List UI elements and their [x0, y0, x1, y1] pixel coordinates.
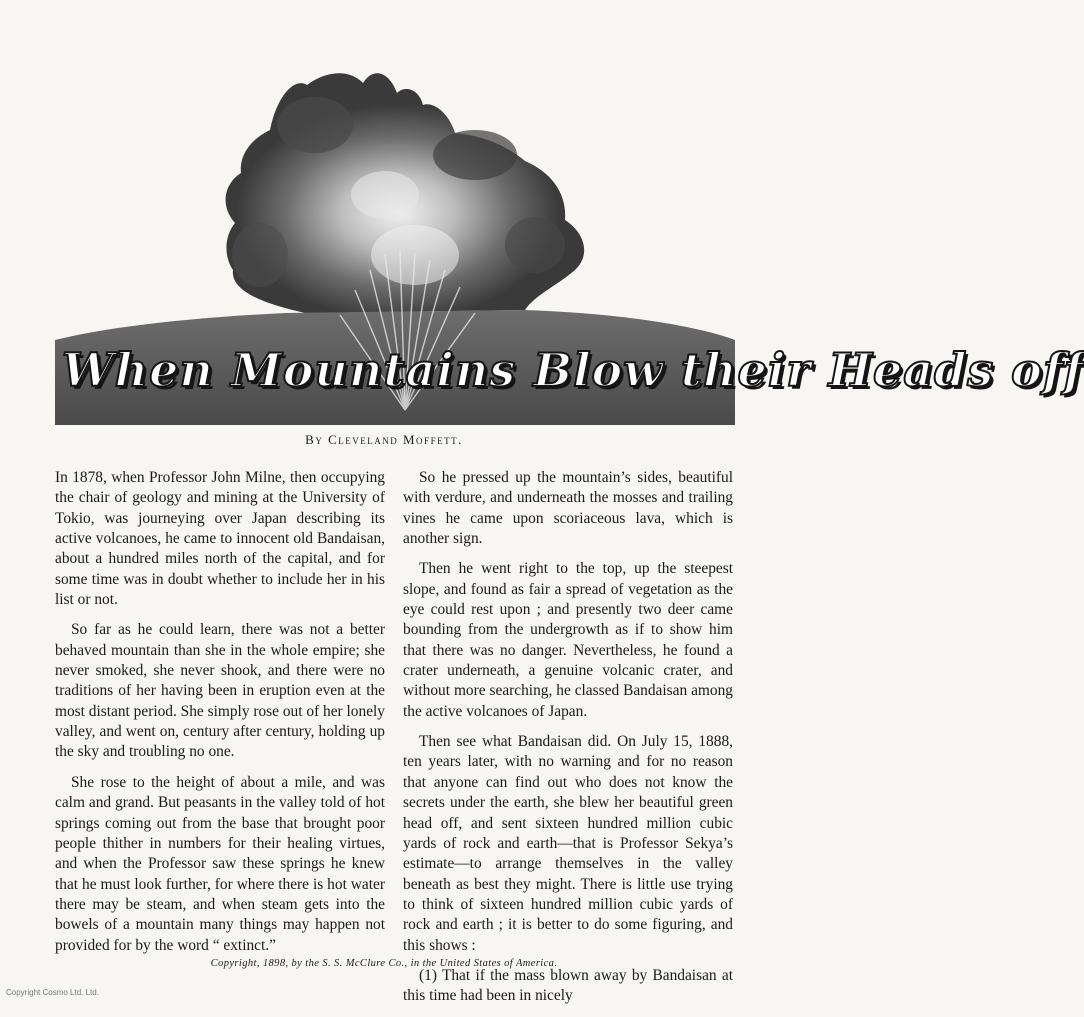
watermark: Copyright Cosmo Ltd. Ltd. — [6, 988, 99, 997]
paragraph: So far as he could learn, there was not a better behaved mountain than she in the whole empire; she never smoked, she never shook, and there were no traditions of her having been in eruption even at the most distant period. She simply rose out of her lonely valley, and went on, century after century, holding up the sky and troubling no one. — [55, 621, 386, 761]
paragraph: She rose to the height of about a mile, and was calm and grand. But peasants in the valley told of hot springs coming out from the base that brought poor people thither in numbers for their healing virtues, and when the Professor saw these springs he knew that he must look further, for where there is hot water there may be steam, and when steam gets into the bowels of a mountain many things may happen not provided for by the word “ extinct.” — [55, 773, 385, 954]
paragraph: So he pressed up the mountain’s sides, beautiful with verdure, and underneath the mosses and trailing vines he came upon scoriaceous lava, which is another sign. — [403, 469, 733, 548]
copyright-line: Copyright, 1898, by the S. S. McClure Co., in the United States of America. — [210, 958, 558, 969]
left-column — [55, 468, 385, 966]
paragraph: In 1878, when Professor John Milne, then occupying the chair of geology and mining at the University of Tokio, was journeying over Japan describing its active volcanoes, he came to innocent old Bandaisan, about a hundred miles north of the capital, and for some time was in doubt whether to include her in his list or not. — [55, 469, 385, 609]
article-title: When Mountains Blow their Heads off — [62, 343, 1084, 397]
paragraph: Then he went right to the top, up the steepest slope, and found as fair a spread of vegetation as the eye could rest upon ; and presently two deer came bounding from the undergrowth as if to show him that there was no danger. Nevertheless, he found a crater underneath, a genuine volcanic crater, and without more searching, he classed Bandaisan among the active volcanoes of Japan. — [403, 560, 733, 720]
paragraph: (1) That if the mass blown away by Bandaisan at this time had been in nicely — [403, 966, 733, 1005]
byline: By Cleveland Moffett. — [305, 432, 463, 447]
paragraph: Then see what Bandaisan did. On July 15, 1888, ten years later, with no warning and for no reason that anyone can find out who does not know the secrets under the earth, she blew her beautiful green head off, and sent sixteen hundred million cubic yards of rock and earth—that is Professor Sekya’s estimate—to arrange themselves in the valley beneath as best they might. There is little use trying to think of sixteen hundred million cubic yards of rock and earth ; it is better to do some figuring, and this shows : — [403, 733, 733, 954]
right-column — [403, 468, 733, 1017]
